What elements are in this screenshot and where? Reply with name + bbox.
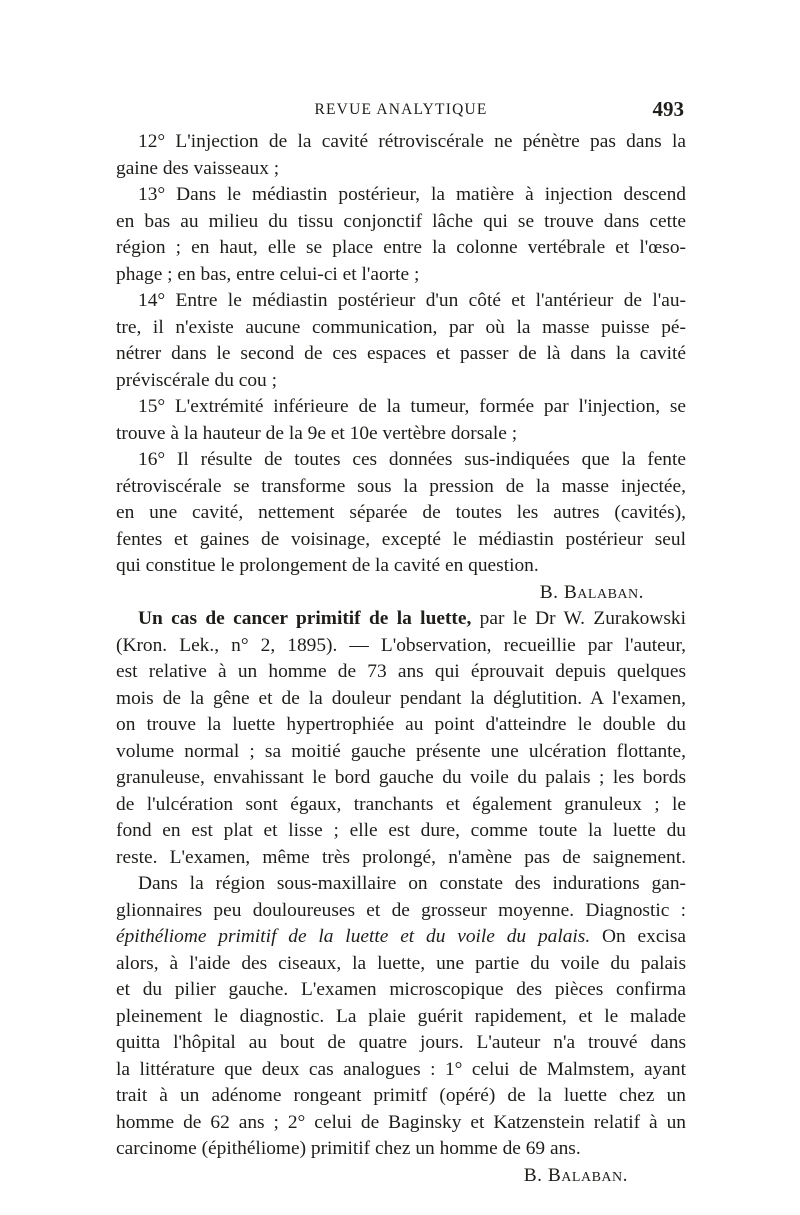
page-header	[118, 97, 684, 121]
text-line: préviscérale du cou ;	[116, 369, 277, 391]
article-title: Un cas de cancer primitif de la luette,	[138, 608, 472, 629]
text-line: et du pilier gauche. L'examen microscopique des pièces confirma	[116, 979, 686, 1000]
section-retrovisceral-conclusions	[116, 129, 686, 606]
article-body	[116, 129, 686, 1189]
text-line: fond en est plat et lisse ; elle est dure, comme toute la luette du	[116, 820, 686, 841]
text-line: tre, il n'existe aucune communication, par où la masse puisse pé-	[116, 316, 686, 338]
text-line: 12° L'injection de la cavité rétroviscérale ne pénètre pas dans la	[138, 131, 686, 152]
diagnosis-italic: épithéliome primitif de la luette et du voile du palais.	[116, 926, 591, 947]
article-author: par le Dr W. Zurakowski	[471, 608, 686, 629]
diagnosis-rest: On excisa	[590, 926, 687, 947]
section-uvula-cancer	[116, 606, 686, 1189]
text-line: gaine des vaisseaux ;	[116, 157, 280, 179]
text-line: on trouve la luette hypertrophiée au point d'atteindre le double du	[116, 714, 686, 735]
text-line: 13° Dans le médiastin postérieur, la matière à injection descend	[138, 184, 686, 205]
text-line: quitta l'hôpital au bout de quatre jours. L'auteur n'a trouvé dans	[116, 1032, 686, 1053]
diagnosis-line	[116, 924, 686, 951]
text-line: en une cavité, nettement séparée de toutes les autres (cavités),	[116, 502, 686, 523]
author-signature: B. Balaban.	[523, 1164, 628, 1186]
article-heading-line	[116, 606, 686, 633]
running-head: REVUE ANALYTIQUE	[314, 101, 488, 118]
text-line: homme de 62 ans ; 2° celui de Baginsky et Katzenstein relatif à un	[116, 1111, 686, 1133]
text-line: est relative à un homme de 73 ans qui éprouvait depuis quelques	[116, 661, 686, 682]
text-line: Dans la région sous-maxillaire on constate des indurations gan-	[138, 873, 686, 894]
text-line: glionnaires peu douloureuses et de grosseur moyenne. Diagnostic :	[116, 899, 686, 921]
text-line: 14° Entre le médiastin postérieur d'un côté et l'antérieur de l'au-	[138, 290, 686, 311]
text-line: région ; en haut, elle se place entre la colonne vertébrale et l'œso-	[116, 237, 686, 258]
text-line: phage ; en bas, entre celui-ci et l'aorte ;	[116, 263, 420, 285]
author-signature: B. Balaban.	[539, 581, 644, 603]
text-line: de l'ulcération sont égaux, tranchants et également granuleux ; le	[116, 793, 686, 815]
text-line: mois de la gêne et de la douleur pendant la déglutition. A l'examen,	[116, 687, 686, 709]
text-line: trait à un adénome rongeant primitf (opéré) de la luette chez un	[116, 1085, 686, 1106]
text-line: en bas au milieu du tissu conjonctif lâche qui se trouve dans cette	[116, 210, 686, 232]
text-line: la littérature que deux cas analogues : 1° celui de Malmstem, ayant	[116, 1058, 686, 1080]
text-line: carcinome (épithéliome) primitif chez un homme de 69 ans.	[116, 1138, 581, 1159]
text-line: alors, à l'aide des ciseaux, la luette, une partie du voile du palais	[116, 952, 686, 974]
text-line: reste. L'examen, même très prolongé, n'amène pas de saignement.	[116, 846, 686, 868]
page-number: 493	[652, 97, 684, 121]
text-line: rétroviscérale se transforme sous la pression de la masse injectée,	[116, 475, 686, 497]
text-line: 15° L'extrémité inférieure de la tumeur, formée par l'injection, se	[138, 396, 686, 417]
text-line: pleinement le diagnostic. La plaie guérit rapidement, et le malade	[116, 1005, 686, 1027]
text-line: volume normal ; sa moitié gauche présente une ulcération flottante,	[116, 740, 686, 762]
text-line: fentes et gaines de voisinage, excepté le médiastin postérieur seul	[116, 528, 686, 550]
text-line: qui constitue le prolongement de la cavité en question.	[116, 555, 539, 576]
text-line: trouve à la hauteur de la 9e et 10e vertèbre dorsale ;	[116, 422, 518, 444]
text-line: 16° Il résulte de toutes ces données sus-indiquées que la fente	[138, 449, 686, 470]
text-line: nétrer dans le second de ces espaces et passer de là dans la cavité	[116, 343, 686, 364]
text-line: (Kron. Lek., n° 2, 1895). — L'observation, recueillie par l'auteur,	[116, 634, 686, 656]
text-line: granuleuse, envahissant le bord gauche du voile du palais ; les bords	[116, 767, 686, 788]
